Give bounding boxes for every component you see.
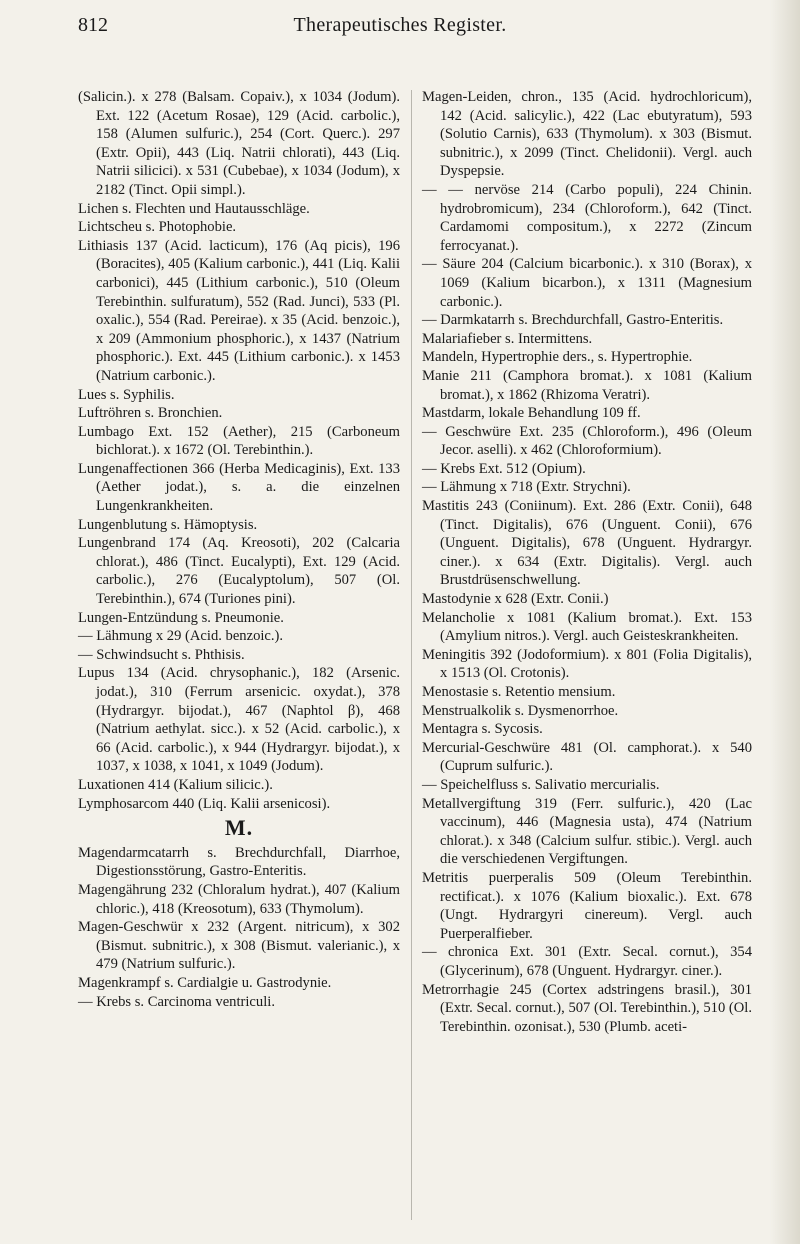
- index-entry: Magen-Leiden, chron., 135 (Acid. hydrochloricum), 142 (Acid. salicylic.), 422 (Lac ebutyratum), 593 (Solutio Carnis), 633 (Thymolum). x 303 (Bismut. subnitric.), x 2099 (Tinct. Chelidonii). Vergl. auch Dyspepsie.: [422, 89, 752, 180]
- index-entry: Magenkrampf s. Cardialgie u. Gastrodynie.: [78, 974, 332, 991]
- index-entry: Lithiasis 137 (Acid. lacticum), 176 (Aq picis), 196 (Boracites), 405 (Kalium carbonic.), 441 (Liq. Kalii carbonici), 445 (Lithium carbonic.), 510 (Oleum Terebinthin. sulfuratum), 552 (Rad. Junci), 533 (Pl. oxalic.), 554 (Rad. Pereirae). x 35 (Acid. benzoic.), x 209 (Ammonium phosphoric.), x 1437 (Natrium phosphoric.). Ext. 445 (Lithium carbonic.). x 1453 (Natrium carbonic.).: [78, 237, 400, 384]
- column-divider: [411, 90, 412, 1220]
- index-entry: — Schwindsucht s. Phthisis.: [78, 646, 245, 663]
- index-entry: Mastitis 243 (Coniinum). Ext. 286 (Extr. Conii), 648 (Tinct. Digitalis), 676 (Unguent. Conii), 676 (Unguent. Digitalis), 678 (Unguent. Hydrargyr. ciner.). x 634 (Extr. Digitalis). Vergl. auch Brustdrüsenschwellung.: [422, 498, 752, 589]
- index-entry: Lungenblutung s. Hämoptysis.: [78, 516, 258, 533]
- index-entry: Lungen-Entzündung s. Pneumonie.: [78, 609, 284, 626]
- left-entries-after: [78, 844, 400, 1011]
- index-entry: Lumbago Ext. 152 (Aether), 215 (Carboneum bichlorat.). x 1672 (Ol. Terebinthin.).: [78, 423, 400, 459]
- right-entries: [422, 88, 752, 1036]
- index-entry: Magendarmcatarrh s. Brechdurchfall, Diarrhoe, Digestionsstörung, Gastro-Enteritis.: [78, 844, 400, 880]
- index-entry: Lupus 134 (Acid. chrysophanic.), 182 (Arsenic. jodat.), 310 (Ferrum arsenicic. oxydat.), 378 (Hydrargyr. bijodat.), 467 (Naphtol β), 468 (Natrium aethylat. sicc.). x 52 (Acid. carbolic.), x 66 (Acid. carbolic.), x 944 (Hydrargyr. bijodat.), x 1037, x 1038, x 1041, x 1049 (Jodum).: [78, 665, 400, 775]
- page-header: [0, 14, 800, 54]
- index-entry: Malariafieber s. Intermittens.: [422, 330, 593, 347]
- index-entry: Mastdarm, lokale Behandlung 109 ff.: [422, 405, 641, 422]
- left-entries-before: [78, 88, 400, 813]
- index-entry: — Lähmung x 29 (Acid. benzoic.).: [78, 628, 284, 645]
- index-entry: Magen-Geschwür x 232 (Argent. nitricum), x 302 (Bismut. subnitric.), x 308 (Bismut. valerianic.), x 479 (Natrium sulfuric.).: [78, 919, 400, 973]
- page-number: 812: [78, 14, 108, 36]
- index-entry: Mandeln, Hypertrophie ders., s. Hypertrophie.: [422, 349, 693, 366]
- index-entry: Manie 211 (Camphora bromat.). x 1081 (Kalium bromat.), x 1862 (Rhizoma Veratri).: [422, 367, 752, 403]
- index-entry: Lichtscheu s. Photophobie.: [78, 219, 237, 236]
- index-entry: Lichen s. Flechten und Hautausschläge.: [78, 200, 310, 217]
- index-entry: Lungenaffectionen 366 (Herba Medicaginis), Ext. 133 (Aether jodat.), s. a. die einzelnen Lungenkrankheiten.: [78, 460, 400, 515]
- index-entry: — Darmkatarrh s. Brechdurchfall, Gastro-Enteritis.: [422, 312, 724, 329]
- index-entry: Lymphosarcom 440 (Liq. Kalii arsenicosi).: [78, 795, 331, 812]
- index-entry: Metritis puerperalis 509 (Oleum Terebinthin. rectificat.). x 1076 (Kalium bioxalic.). Ext. 678 (Ungt. Hydrargyri cinereum). Vergl. auch Puerperalfieber.: [422, 869, 752, 942]
- index-entry: — — nervöse 214 (Carbo populi), 224 Chinin. hydrobromicum), 234 (Chloroform.), 642 (Tinct. Cardamomi compositum.), x 2272 (Zincum ferrocyanat.).: [422, 181, 752, 254]
- index-entry: — Geschwüre Ext. 235 (Chloroform.), 496 (Oleum Jecor. aselli). x 462 (Chloroformium).: [422, 423, 752, 459]
- index-entry: Lungenbrand 174 (Aq. Kreosoti), 202 (Calcaria chlorat.), 486 (Tinct. Eucalypti), Ext. 129 (Acid. carbolic.), 276 (Eucalyptolum), 507 (Ol. Terebinthin.), 674 (Turiones pini).: [78, 535, 400, 608]
- index-entry: Magengährung 232 (Chloralum hydrat.), 407 (Kalium chloric.), 418 (Kreosotum), 633 (Thymolum).: [78, 881, 400, 917]
- right-column: [422, 88, 752, 1036]
- index-entry: — Säure 204 (Calcium bicarbonic.). x 310 (Borax), x 1069 (Kalium bicarbon.), x 1311 (Magnesium carbonic.).: [422, 256, 752, 310]
- page-edge-shadow: [770, 0, 800, 1244]
- section-letter: M.: [224, 815, 254, 841]
- index-entry: Meningitis 392 (Jodoformium). x 801 (Folia Digitalis), x 1513 (Ol. Crotonis).: [422, 646, 752, 682]
- index-entry: Luxationen 414 (Kalium silicic.).: [78, 776, 273, 793]
- index-entry: — Speichelfluss s. Salivatio mercurialis.: [422, 776, 660, 793]
- index-entry: Lues s. Syphilis.: [78, 386, 175, 403]
- left-column: [78, 88, 400, 1011]
- index-entry: — Krebs s. Carcinoma ventriculi.: [78, 993, 275, 1010]
- index-entry: Luftröhren s. Bronchien.: [78, 405, 223, 422]
- index-entry: (Salicin.). x 278 (Balsam. Copaiv.), x 1034 (Jodum). Ext. 122 (Acetum Rosae), 129 (Acid. carbolic.), 158 (Alumen sulfuric.), 254 (Cort. Querc.). 297 (Extr. Opii), 443 (Liq. Natrii chlorati), 443 (Liq. Natrii silicici). x 531 (Cubebae), x 1034 (Jodum), x 2182 (Tinct. Opii simpl.).: [78, 89, 400, 198]
- index-entry: Mercurial-Geschwüre 481 (Ol. camphorat.). x 540 (Cuprum sulfuric.).: [422, 739, 752, 775]
- index-entry: Menstrualkolik s. Dysmenorrhoe.: [422, 702, 619, 719]
- index-entry: — Krebs Ext. 512 (Opium).: [422, 460, 586, 477]
- index-entry: Mentagra s. Sycosis.: [422, 721, 543, 738]
- index-entry: — chronica Ext. 301 (Extr. Secal. cornut.), 354 (Glycerinum), 678 (Unguent. Hydrargyr. ciner.).: [422, 944, 752, 979]
- index-entry: — Lähmung x 718 (Extr. Strychni).: [422, 479, 631, 496]
- index-entry: Menostasie s. Retentio mensium.: [422, 684, 616, 700]
- index-entry: Melancholie x 1081 (Kalium bromat.). Ext. 153 (Amylium nitros.). Vergl. auch Geisteskrankheiten.: [422, 609, 752, 645]
- running-title: Therapeutisches Register.: [293, 14, 507, 36]
- index-entry: Metallvergiftung 319 (Ferr. sulfuric.), 420 (Lac vaccinum), 446 (Magnesia usta), 474 (Natrium chlorat.). x 348 (Calcium sulfur. stibic.). Vergl. auch die verschiedenen Vergiftungen.: [422, 795, 752, 868]
- index-entry: Metrorrhagie 245 (Cortex adstringens brasil.), 301 (Extr. Secal. cornut.), 507 (Ol. Terebinthin.), 510 (Ol. Terebinthin. ozonisat.), 530 (Plumb. aceti-: [422, 981, 752, 1035]
- index-entry: Mastodynie x 628 (Extr. Conii.): [422, 591, 609, 608]
